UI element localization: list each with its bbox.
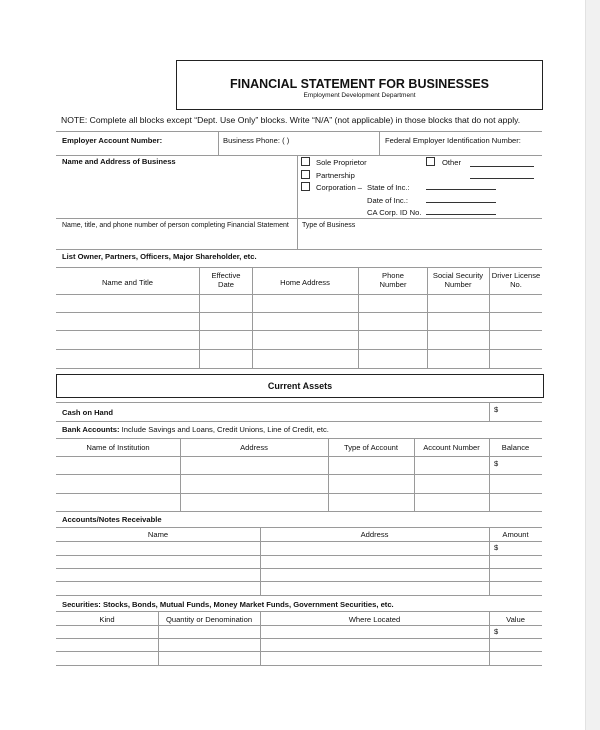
sole-proprietor-checkbox[interactable] [301, 157, 310, 166]
corporation-label: Corporation – [316, 183, 363, 192]
current-assets-heading: Current Assets [267, 381, 333, 391]
receivable-col-name: Name [147, 530, 169, 539]
partnership-checkbox[interactable] [301, 170, 310, 179]
instructions-note: NOTE: Complete all blocks except “Dept. Use Only” blocks. Write “N/A” (not applicable) in those blocks that do not apply. [61, 115, 521, 125]
ca-corp-label: CA Corp. ID No. [367, 208, 422, 217]
other-label: Other [442, 158, 461, 167]
bank-col-balance: Balance [501, 443, 530, 452]
sole-proprietor-label: Sole Proprietor [316, 158, 367, 167]
partnership-label: Partnership [316, 171, 355, 180]
title-box [176, 60, 543, 110]
corporation-checkbox[interactable] [301, 182, 310, 191]
bank-dollar-sign: $ [494, 459, 499, 468]
other-field-2[interactable] [470, 178, 534, 179]
bank-col-account-number: Account Number [423, 443, 480, 452]
bank-accounts-heading [62, 425, 329, 434]
securities-dollar-sign: $ [494, 627, 499, 636]
securities-heading: Securities: Stocks, Bonds, Mutual Funds, Money Market Funds, Government Securities, etc. [62, 600, 394, 609]
securities-col-location: Where Located [348, 615, 401, 624]
page-edge [585, 0, 600, 730]
owners-col-name: Name and Title [101, 278, 154, 287]
ca-corp-field[interactable] [426, 214, 496, 215]
owners-col-effective-date: Effective Date [211, 271, 241, 289]
business-phone-label: Business Phone: ( ) [223, 136, 290, 145]
employer-account-label: Employer Account Number: [62, 136, 163, 145]
bank-col-type: Type of Account [343, 443, 399, 452]
completing-person-label: Name, title, and phone number of person completing Financial Statement [62, 222, 289, 229]
receivable-col-address: Address [360, 530, 389, 539]
securities-col-kind: Kind [99, 615, 115, 624]
state-inc-label: State of Inc.: [367, 183, 410, 192]
owners-col-phone: Phone Number [379, 271, 407, 289]
securities-col-quantity: Quantity or Denomination [165, 615, 253, 624]
other-checkbox[interactable] [426, 157, 435, 166]
form-title: FINANCIAL STATEMENT FOR BUSINESSES [229, 77, 490, 91]
owners-col-ssn: Social Security Number [432, 271, 484, 289]
bank-col-address: Address [240, 443, 268, 452]
date-inc-field[interactable] [426, 202, 496, 203]
current-assets-box [56, 374, 544, 398]
federal-id-label: Federal Employer Identification Number: [385, 136, 521, 145]
receivable-col-amount: Amount [502, 530, 529, 539]
owners-col-home-address: Home Address [280, 278, 330, 287]
other-field[interactable] [470, 166, 534, 167]
receivable-heading: Accounts/Notes Receivable [62, 515, 162, 524]
securities-col-value: Value [506, 615, 525, 624]
state-inc-field[interactable] [426, 189, 496, 190]
receivable-dollar-sign: $ [494, 543, 499, 552]
cash-dollar-sign: $ [494, 405, 499, 414]
bank-heading-rest: Include Savings and Loans, Credit Unions, Line of Credit, etc. [119, 425, 329, 434]
date-inc-label: Date of Inc.: [367, 196, 408, 205]
bank-heading-bold: Bank Accounts: [62, 425, 120, 434]
owners-col-license: Driver License No. [491, 271, 541, 289]
type-of-business-label: Type of Business [302, 222, 356, 229]
form-subtitle: Employment Development Department [303, 92, 416, 99]
owners-heading: List Owner, Partners, Officers, Major Shareholder, etc. [62, 252, 257, 261]
business-name-address-label: Name and Address of Business [62, 157, 176, 166]
cash-on-hand-label: Cash on Hand [62, 408, 114, 417]
bank-col-institution: Name of Institution [86, 443, 150, 452]
